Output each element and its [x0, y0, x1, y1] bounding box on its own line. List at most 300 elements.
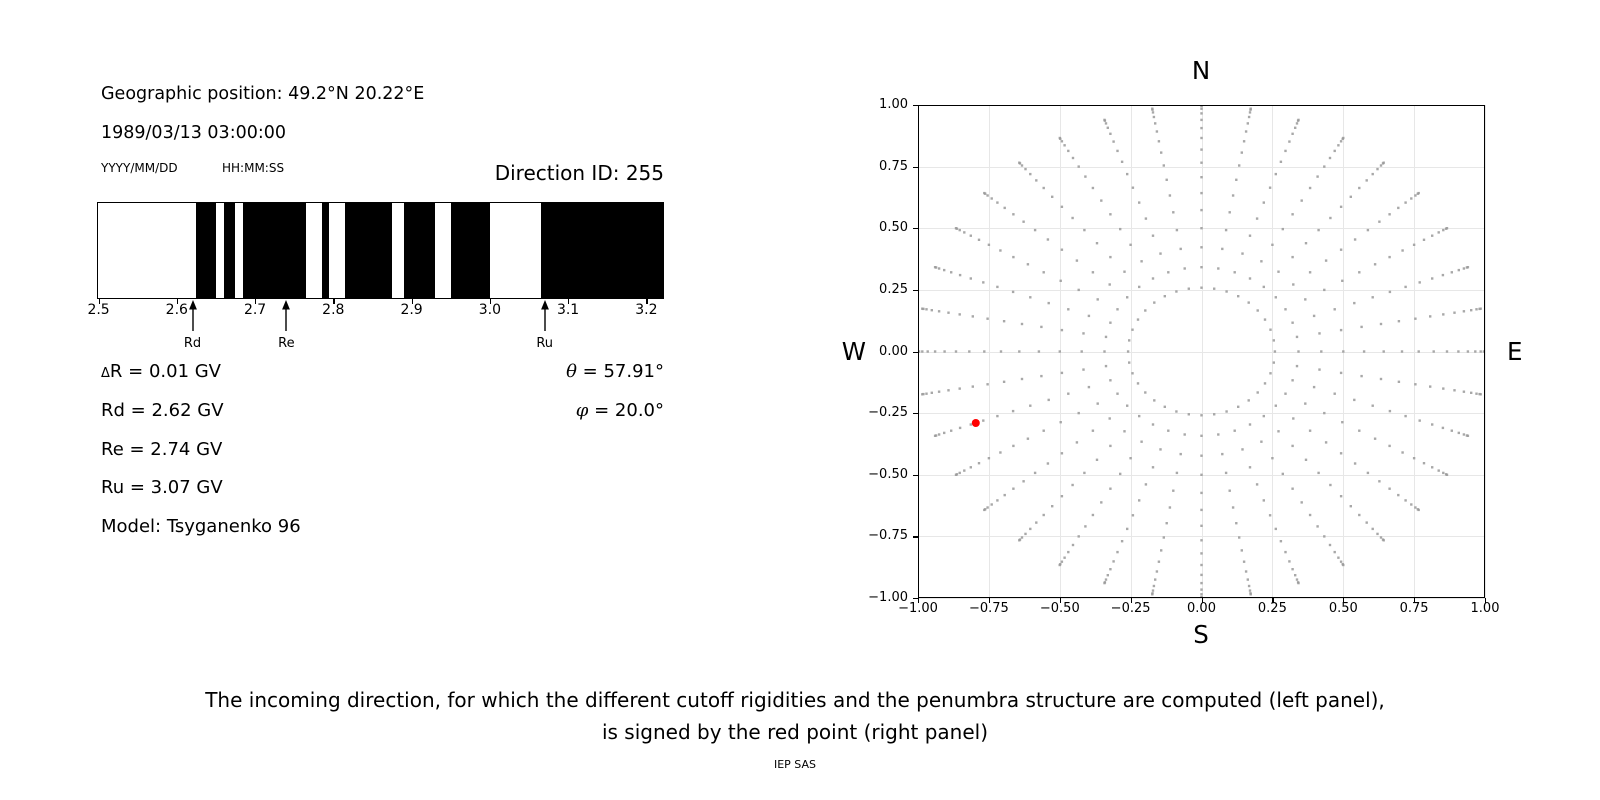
direction-dot [934, 266, 936, 268]
direction-dot [1442, 387, 1444, 389]
direction-dot [1083, 472, 1085, 474]
direction-dot [1305, 459, 1307, 461]
direction-dot [959, 427, 961, 429]
direction-dot [1035, 179, 1037, 181]
direction-dot [1232, 194, 1234, 196]
direction-dot [1038, 350, 1040, 352]
direction-dot [1463, 267, 1465, 269]
direction-dot [1097, 402, 1099, 404]
direction-dot [1263, 415, 1265, 417]
direction-dot [950, 271, 952, 273]
direction-dot [970, 423, 972, 425]
direction-dot [1029, 296, 1031, 298]
direction-dot [938, 433, 940, 435]
direction-dot [963, 469, 965, 471]
theta-line [464, 361, 664, 382]
direction-dot [1358, 514, 1360, 516]
direction-dot [1109, 568, 1111, 570]
direction-dot [1200, 474, 1202, 476]
direction-dot [1156, 570, 1158, 572]
direction-dot [1076, 259, 1078, 261]
direction-dot [1360, 326, 1362, 328]
direction-dot [1291, 256, 1293, 258]
direction-dot [1200, 148, 1202, 150]
direction-dot [1238, 164, 1240, 166]
direction-scatter-plot [918, 105, 1485, 598]
penumbra-band [322, 202, 330, 299]
direction-dot [1144, 391, 1146, 393]
direction-dot [1419, 419, 1421, 421]
direction-dot [1316, 175, 1318, 177]
direction-dot [1446, 474, 1448, 476]
direction-dot [1325, 259, 1327, 261]
scatter-x-tick-label: −0.75 [968, 601, 1009, 616]
direction-dot [1457, 350, 1459, 352]
direction-dot [1366, 521, 1368, 523]
direction-dot [1388, 488, 1390, 490]
direction-dot [1126, 296, 1128, 298]
direction-dot [1288, 560, 1290, 562]
direction-dot [955, 474, 957, 476]
direction-dot [1109, 379, 1111, 381]
direction-dot [1280, 540, 1282, 542]
penumbra-band [404, 202, 435, 299]
direction-dot [1012, 256, 1014, 258]
direction-dot [1107, 574, 1109, 576]
direction-dot [1237, 295, 1239, 297]
direction-dot [1154, 578, 1156, 580]
direction-dot [1470, 392, 1472, 394]
direction-dot [1024, 168, 1026, 170]
direction-dot [1078, 289, 1080, 291]
direction-dot [1200, 588, 1202, 590]
direction-dot [1000, 350, 1002, 352]
direction-dot [1380, 378, 1382, 380]
direction-dot [1389, 410, 1391, 412]
time-format-label: HH:MM:SS [222, 161, 285, 175]
direction-dot [1145, 217, 1147, 219]
direction-dot [1340, 249, 1342, 251]
direction-dot [1167, 271, 1169, 273]
direction-dot [1217, 267, 1219, 269]
direction-dot [1152, 423, 1154, 425]
direction-dot [943, 269, 945, 271]
direction-dot [1241, 151, 1243, 153]
direction-dot [1263, 286, 1265, 288]
direction-dot [959, 472, 961, 474]
direction-dot [1043, 187, 1045, 189]
direction-dot [1061, 206, 1063, 208]
direction-dot [1096, 459, 1098, 461]
direction-dot [1410, 503, 1412, 505]
direction-dot [1084, 175, 1086, 177]
direction-dot [1129, 457, 1131, 459]
direction-dot [1389, 291, 1391, 293]
direction-dot [1092, 430, 1094, 432]
direction-dot [1241, 549, 1243, 551]
direction-dot [1200, 105, 1202, 106]
direction-dot [1453, 312, 1455, 314]
caption-line-2: is signed by the red point (right panel) [601, 720, 989, 744]
direction-dot [1480, 308, 1482, 310]
direction-dot [1200, 492, 1202, 494]
direction-dot [970, 466, 972, 468]
direction-dot [1151, 593, 1153, 595]
direction-dot [1284, 393, 1286, 395]
direction-dot [1217, 433, 1219, 435]
direction-dot [1304, 298, 1306, 300]
direction-dot [1329, 484, 1331, 486]
direction-dot [1271, 244, 1273, 246]
direction-dot [1309, 430, 1311, 432]
compass-east-label: E [1507, 337, 1523, 366]
direction-dot [1438, 469, 1440, 471]
direction-dots-layer [918, 105, 1485, 598]
direction-dot [1012, 213, 1014, 215]
direction-dot [1123, 430, 1125, 432]
direction-dot [1410, 197, 1412, 199]
direction-dot [1012, 291, 1014, 293]
direction-dot [1291, 488, 1293, 490]
direction-dot [1061, 452, 1063, 454]
direction-dot [1131, 329, 1133, 331]
direction-dot [943, 350, 945, 352]
direction-dot [1129, 244, 1131, 246]
direction-dot [1067, 308, 1069, 310]
direction-dot [1159, 448, 1161, 450]
direction-dot [1213, 288, 1215, 290]
direction-dot [1340, 561, 1342, 563]
direction-dot [1316, 525, 1318, 527]
penumbra-band [541, 202, 664, 299]
direction-dot [1470, 309, 1472, 311]
direction-dot [921, 308, 923, 310]
direction-dot [1277, 271, 1279, 273]
direction-dot [1358, 271, 1360, 273]
direction-dot [1200, 574, 1202, 576]
direction-dot [1061, 140, 1063, 142]
direction-dot [1237, 406, 1239, 408]
direction-dot [1442, 427, 1444, 429]
direction-dot [1329, 217, 1331, 219]
direction-dot [1175, 410, 1177, 412]
direction-dot [1103, 582, 1105, 584]
direction-dot [1059, 137, 1061, 139]
direction-dot [1163, 164, 1165, 166]
direction-dot [1059, 564, 1061, 566]
direction-dot [1060, 280, 1062, 282]
direction-dot [1296, 365, 1298, 367]
direction-dot [996, 415, 998, 417]
direction-dot [1061, 495, 1063, 497]
direction-dot [1275, 405, 1277, 407]
direction-dot [1116, 551, 1118, 553]
direction-dot [1152, 111, 1154, 113]
direction-dot [1284, 150, 1286, 152]
direction-dot [1358, 187, 1360, 189]
direction-dot [1096, 242, 1098, 244]
direction-dot [1061, 561, 1063, 563]
scatter-y-tick-label: −0.25 [868, 405, 908, 421]
scatter-y-tick-label: −0.50 [868, 466, 908, 482]
direction-dot [1078, 535, 1080, 537]
direction-dot [1282, 473, 1284, 475]
direction-dot [1372, 528, 1374, 530]
direction-dot [1121, 161, 1123, 163]
direction-dot [1112, 560, 1114, 562]
direction-dot [918, 350, 919, 352]
direction-dot [1280, 161, 1282, 163]
direction-dot [982, 419, 984, 421]
direction-dot [1238, 536, 1240, 538]
direction-dot [1012, 445, 1014, 447]
direction-dot [1116, 393, 1118, 395]
direction-dot [1414, 506, 1416, 508]
direction-dot [1269, 187, 1271, 189]
direction-dot [996, 286, 998, 288]
direction-dot [1247, 122, 1249, 124]
direction-dot [1264, 382, 1266, 384]
datetime-text: 1989/03/13 03:00:00 [101, 123, 287, 143]
scatter-y-tick [913, 598, 918, 599]
direction-dot [1200, 246, 1202, 248]
direction-dot [1018, 162, 1020, 164]
direction-dot [947, 389, 949, 391]
direction-dot [1060, 421, 1062, 423]
cutoff-arrow-icon [186, 300, 200, 332]
direction-dot [1029, 405, 1031, 407]
direction-dot [1132, 514, 1134, 516]
direction-dot [938, 310, 940, 312]
direction-dot [1334, 551, 1336, 553]
direction-dot [1072, 544, 1074, 546]
direction-dot [1200, 509, 1202, 511]
direction-dot [1358, 430, 1360, 432]
direction-dot [1243, 140, 1245, 142]
scatter-x-tick-label: 0.50 [1328, 601, 1358, 616]
direction-dot [1232, 506, 1234, 508]
model-line: Model: Tsyganenko 96 [101, 516, 301, 537]
direction-dot [1264, 318, 1266, 320]
direction-dot [1152, 277, 1154, 279]
direction-dot [1027, 438, 1029, 440]
direction-dot [1158, 140, 1160, 142]
direction-dot [999, 451, 1001, 453]
direction-dot [1051, 505, 1053, 507]
direction-dot [1269, 514, 1271, 516]
direction-dot [1342, 350, 1344, 352]
penumbra-x-tick-label: 2.8 [322, 302, 345, 318]
direction-dot [1442, 229, 1444, 231]
direction-dot [1132, 187, 1134, 189]
direction-dot [1249, 235, 1251, 237]
direction-dot [1200, 539, 1202, 541]
direction-dot [1103, 350, 1105, 352]
direction-dot [1341, 421, 1343, 423]
scatter-y-tick-label: 1.00 [879, 97, 908, 112]
direction-dot [1383, 539, 1385, 541]
direction-dot [1200, 287, 1202, 289]
phi-value: = 20.0° [588, 400, 664, 421]
direction-dot [1035, 521, 1037, 523]
direction-dot [1061, 329, 1063, 331]
scatter-x-tick-label: 0.00 [1187, 601, 1216, 616]
direction-dot [959, 274, 961, 276]
direction-dot [1175, 290, 1177, 292]
penumbra-x-tick-label: 2.7 [243, 302, 267, 318]
direction-dot [1119, 228, 1121, 230]
direction-dot [1119, 473, 1121, 475]
cutoff-arrow-icon [279, 300, 293, 332]
direction-dot [959, 313, 961, 315]
direction-dot [1378, 480, 1380, 482]
scatter-y-tick [913, 228, 918, 229]
direction-dot [1350, 196, 1352, 198]
direction-dot [1184, 267, 1186, 269]
direction-dot [1022, 221, 1024, 223]
scatter-x-tick-label: 0.25 [1257, 601, 1287, 616]
direction-dot [1301, 199, 1303, 201]
direction-dot [963, 231, 965, 233]
direction-dot [1467, 350, 1469, 352]
direction-dot [1245, 130, 1247, 132]
direction-dot [1257, 309, 1259, 311]
direction-dot [1296, 122, 1298, 124]
direction-dot [934, 350, 936, 352]
direction-dot [931, 392, 933, 394]
direction-dot [982, 281, 984, 283]
direction-dot [1027, 263, 1029, 265]
direction-dot [1043, 271, 1045, 273]
direction-dot [1248, 301, 1250, 303]
direction-dot [1404, 286, 1406, 288]
direction-dot [1296, 336, 1298, 338]
penumbra-band [243, 202, 306, 299]
direction-dot [1180, 248, 1182, 250]
direction-dot [1166, 522, 1168, 524]
direction-dot [983, 509, 985, 511]
direction-dot [1067, 393, 1069, 395]
direction-dot [1297, 119, 1299, 121]
direction-dot [1138, 286, 1140, 288]
direction-dot [1048, 399, 1050, 401]
direction-dot [1325, 441, 1327, 443]
direction-dot [1184, 433, 1186, 435]
direction-dot [1100, 199, 1102, 201]
direction-dot [1152, 466, 1154, 468]
direction-dot [1138, 499, 1140, 501]
direction-dot [1169, 194, 1171, 196]
direction-dot [1097, 298, 1099, 300]
direction-dot [1398, 320, 1400, 322]
direction-dot [1429, 385, 1431, 387]
direction-dot [1126, 405, 1128, 407]
direction-dot [1004, 494, 1006, 496]
direction-dot [1200, 564, 1202, 566]
direction-dot [972, 315, 974, 317]
direction-dot [1092, 271, 1094, 273]
direction-dot [1340, 140, 1342, 142]
direction-dot [1092, 514, 1094, 516]
direction-dot [1318, 368, 1320, 370]
direction-dot [1225, 410, 1227, 412]
direction-dot [955, 350, 957, 352]
direction-dot [1200, 119, 1202, 121]
direction-dot [1248, 116, 1250, 118]
direction-dot [1229, 211, 1231, 213]
direction-dot [925, 393, 927, 395]
direction-dot [1398, 381, 1400, 383]
direction-dot [1273, 339, 1275, 341]
direction-dot [978, 462, 980, 464]
direction-dot [1160, 151, 1162, 153]
direction-dot [1169, 506, 1171, 508]
direction-dot [1159, 252, 1161, 254]
scatter-y-tick [913, 536, 918, 537]
direction-dot [1474, 350, 1476, 352]
direction-dot [925, 308, 927, 310]
direction-dot [1241, 448, 1243, 450]
direction-dot [1105, 122, 1107, 124]
direction-dot [986, 194, 988, 196]
scatter-y-tick-label: 0.50 [879, 220, 908, 236]
direction-dot [1256, 217, 1258, 219]
direction-dot [1340, 329, 1342, 331]
direction-dot [1282, 228, 1284, 230]
direction-dot [1250, 108, 1252, 110]
direction-dot [1172, 211, 1174, 213]
caption-line-1: The incoming direction, for which the different cutoff rigidities and the penumbra structure are computed (left panel), [205, 688, 1385, 712]
direction-dot [1200, 162, 1202, 164]
direction-dot [1138, 201, 1140, 203]
direction-dot [1269, 372, 1271, 374]
direction-dot [1105, 365, 1107, 367]
scatter-y-tick [913, 413, 918, 414]
direction-dot [1323, 289, 1325, 291]
direction-dot [921, 393, 923, 395]
phi-line [464, 400, 664, 421]
direction-dot [1012, 410, 1014, 412]
direction-dot [1200, 112, 1202, 114]
direction-dot [1034, 472, 1036, 474]
direction-dot [1453, 389, 1455, 391]
direction-dot [1458, 269, 1460, 271]
direction-dot [1463, 310, 1465, 312]
direction-dot [1088, 315, 1090, 317]
direction-dot [1320, 350, 1322, 352]
direction-dot [1397, 494, 1399, 496]
direction-dot [1105, 336, 1107, 338]
direction-dot [1200, 227, 1202, 229]
delta-r-line [101, 361, 221, 384]
direction-dot [1260, 260, 1262, 262]
direction-dot [1418, 509, 1420, 511]
direction-dot [1082, 368, 1084, 370]
direction-dot [1366, 179, 1368, 181]
direction-dot [950, 430, 952, 432]
direction-dot [1022, 480, 1024, 482]
direction-dot [1451, 430, 1453, 432]
direction-dot [1131, 372, 1133, 374]
grid-line-vertical [1485, 105, 1486, 598]
direction-dot [1423, 462, 1425, 464]
direction-dot [1072, 157, 1074, 159]
direction-dot [1107, 127, 1109, 129]
direction-dot [1313, 386, 1315, 388]
direction-dot [1484, 350, 1485, 352]
direction-dot [1137, 318, 1139, 320]
direction-dot [1249, 466, 1251, 468]
